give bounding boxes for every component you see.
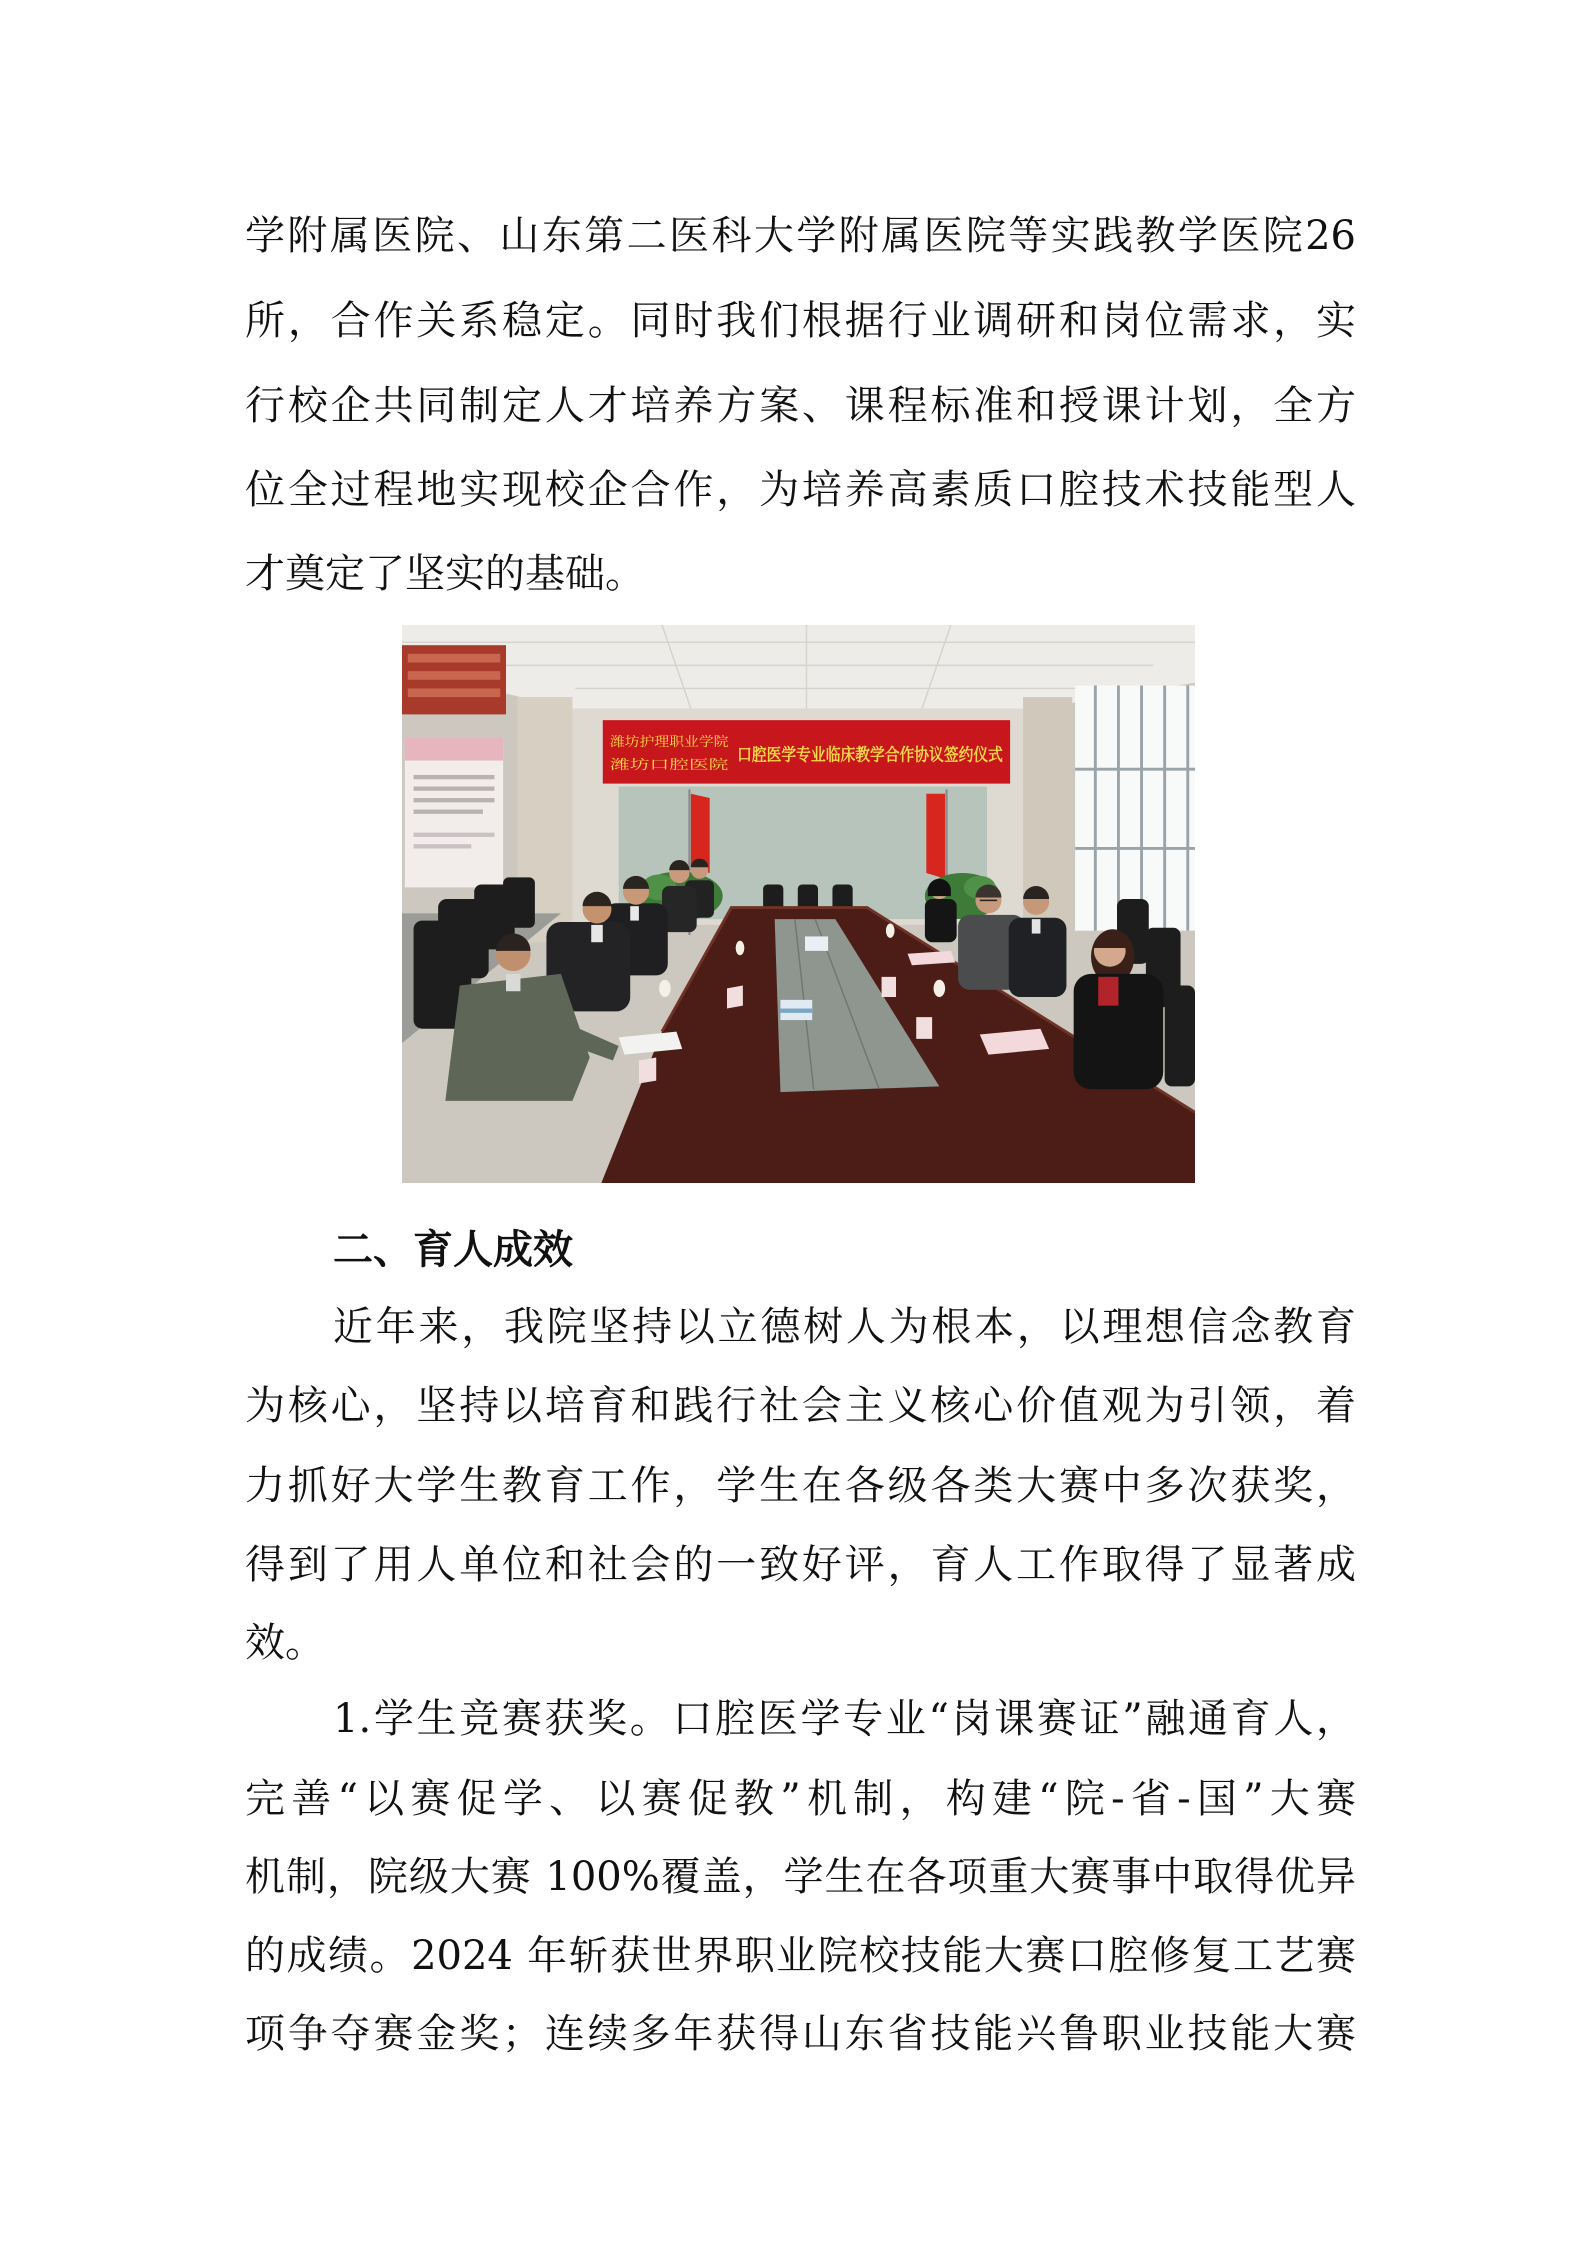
section-heading: 二、育人成效 (333, 1227, 573, 1273)
name-placard (727, 985, 743, 1008)
name-placard (916, 1017, 932, 1039)
wall-poster (405, 737, 503, 887)
paragraph-line: 机制，院级大赛 100%覆盖，学生在各项重大赛事中取得优异 (245, 1854, 1356, 1900)
photo-drawing (402, 625, 1195, 1183)
paragraph-line: 行校企共同制定人才培养方案、课程标准和授课计划，全方 (245, 383, 1356, 429)
name-placard (882, 977, 896, 997)
paragraph-line: 学附属医院、山东第二医科大学附属医院等实践教学医院26 (245, 213, 1356, 259)
banner (603, 720, 1010, 783)
paragraph-line: 力抓好大学生教育工作，学生在各级各类大赛中多次获奖， (245, 1463, 1356, 1509)
chair-right-3 (1165, 985, 1195, 1086)
signing-ceremony-photo (402, 625, 1195, 1183)
tissue-box-far (805, 936, 828, 950)
paragraph-line: 得到了用人单位和社会的一致好评，育人工作取得了显著成 (245, 1542, 1356, 1588)
banner-title: 口腔医学专业临床教学合作协议签约仪式 (737, 745, 1004, 766)
paragraph-line: 项争夺赛金奖；连续多年获得山东省技能兴鲁职业技能大赛 (245, 2011, 1356, 2057)
paragraph-line: 完善“以赛促学、以赛促教”机制，构建“院-省-国”大赛 (245, 1776, 1356, 1822)
banner-org-2: 潍坊口腔医院 (610, 758, 729, 774)
name-placard (639, 1058, 656, 1084)
paragraph-line: 效。 (245, 1620, 325, 1666)
cup (886, 923, 895, 937)
window (1075, 686, 1195, 931)
paragraph-line: 1.学生竞赛获奖。口腔医学专业“岗课赛证”融通育人， (333, 1696, 1356, 1742)
paragraph-line: 才奠定了坚实的基础。 (245, 551, 645, 597)
paragraph-line: 位全过程地实现校企合作，为培养高素质口腔技术技能型人 (245, 467, 1356, 513)
paragraph-line: 的成绩。2024 年斩获世界职业院校技能大赛口腔修复工艺赛 (245, 1933, 1356, 1979)
paragraph-line: 为核心，坚持以培育和践行社会主义核心价值观为引领，着 (245, 1383, 1356, 1429)
banner-org-1: 潍坊护理职业学院 (610, 735, 729, 751)
cup (659, 980, 671, 997)
paragraph-line: 近年来，我院坚持以立德树人为根本，以理想信念教育 (333, 1304, 1356, 1350)
tissue-box-stripe (780, 1009, 812, 1013)
paragraph-line: 所，合作关系稳定。同时我们根据行业调研和岗位需求，实 (245, 298, 1356, 344)
chair-left-4 (503, 877, 535, 927)
red-ceiling-decoration (402, 645, 506, 714)
cup (934, 980, 946, 997)
cup (736, 941, 745, 955)
